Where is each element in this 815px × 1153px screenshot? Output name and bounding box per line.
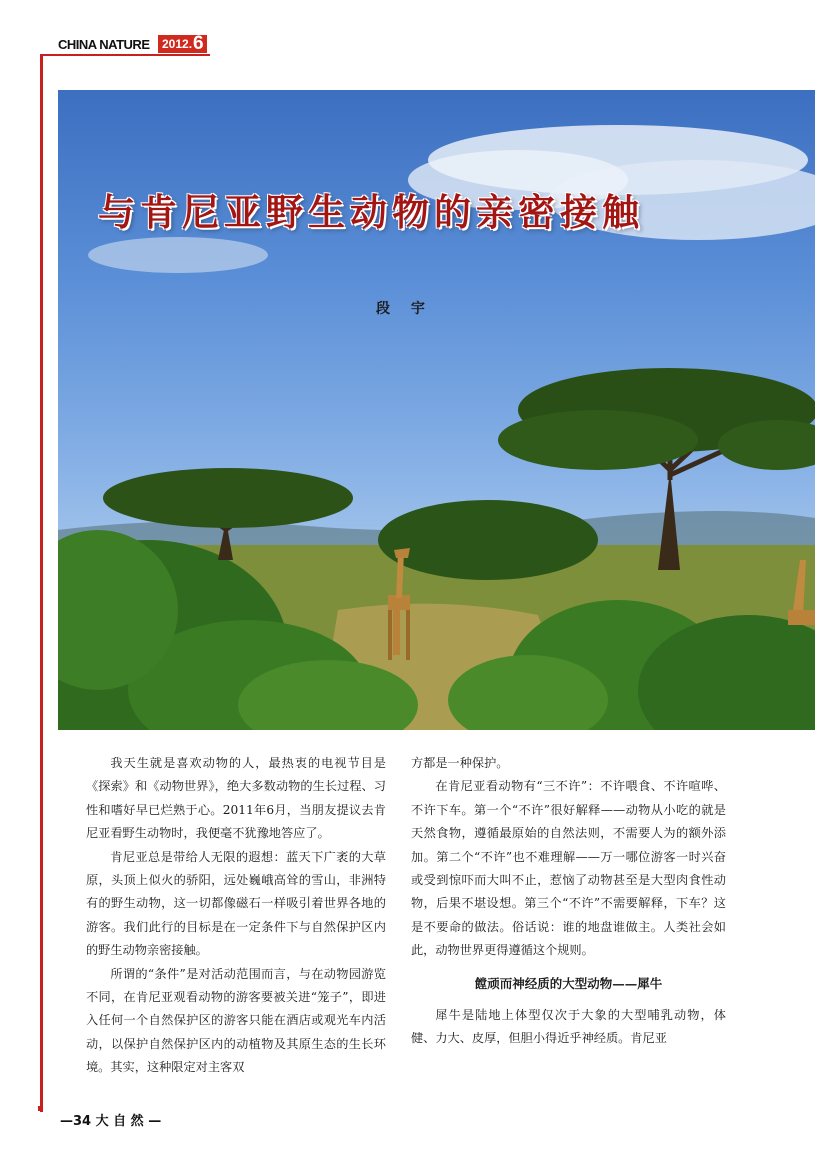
issue-year: 2012.	[162, 37, 193, 51]
magazine-name: CHINA NATURE	[58, 37, 150, 52]
hero-photo	[58, 90, 815, 730]
paragraph: 犀牛是陆地上体型仅次于大象的大型哺乳动物，体健、力大、皮厚，但胆小得近乎神经质。肯尼亚	[411, 1008, 726, 1046]
footer-red-marker	[38, 1106, 43, 1111]
page-footer: —34 大 自 然 —	[60, 1114, 162, 1129]
body-column-right	[411, 752, 726, 1051]
paragraph: 所谓的“条件”是对活动范围而言，与在动物园游览不同，在肯尼亚观看动物的游客要被关进“笼子”，即进入任何一个自然保护区的游客只能在酒店或观光车内活动，以保护自然保护区内的动植物及其原生态的生长环境。其实，这种限定对主客双	[86, 966, 386, 1075]
article-author: 段 宇	[376, 301, 433, 317]
body-column-left	[86, 752, 386, 1080]
top-red-rule	[40, 54, 210, 56]
left-red-rule	[40, 54, 43, 1112]
issue-number: 6	[193, 33, 204, 54]
issue-badge	[158, 35, 207, 53]
paragraph: 我天生就是喜欢动物的人，最热衷的电视节目是《探索》和《动物世界》，绝大多数动物的生长过程、习性和嗜好早已烂熟于心。2011年6月，当朋友提议去肯尼亚看野生动物时，我便毫不犹豫地答应了。	[86, 756, 386, 841]
paragraph: 肯尼亚总是带给人无限的遐想：蓝天下广袤的大草原，头顶上似火的骄阳，远处巍峨高耸的雪山，非洲特有的野生动物，这一切都像磁石一样吸引着世界各地的游客。我们此行的目标是在一定条件下与自然保护区内的野生动物亲密接触。	[86, 849, 386, 958]
article-title: 与肯尼亚野生动物的亲密接触	[98, 190, 644, 234]
paragraph: 在肯尼亚看动物有“三不许”：不许喂食、不许喧哗、不许下车。第一个“不许”很好解释——动物从小吃的就是天然食物，遵循最原始的自然法则，不需要人为的额外添加。第二个“不许”也不难理解——万一哪位游客一时兴奋或受到惊吓而大叫不止，惹恼了动物甚至是大型肉食性动物，后果不堪设想。第三个“不许”不需要解释，下车？这是不要命的做法。俗话说：谁的地盘谁做主。人类社会如此，动物世界更得遵循这个规则。	[411, 779, 726, 958]
section-subheading: 饄顽而神经质的大型动物——犀牛	[474, 975, 663, 991]
paragraph-continued: 方都是一种保护。	[411, 756, 509, 770]
